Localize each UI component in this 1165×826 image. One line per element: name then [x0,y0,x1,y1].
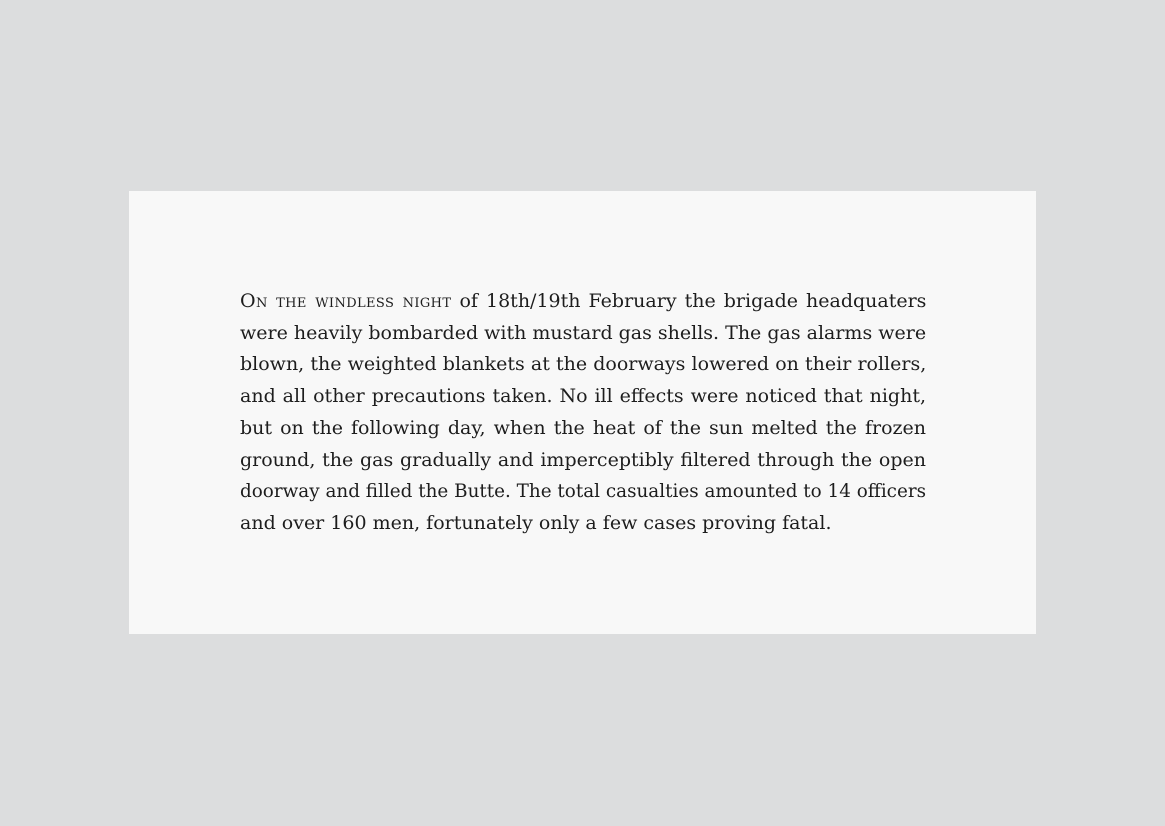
text-line-3: blown, the weighted blankets at the doorways lowered on their rollers, [240,353,927,376]
text-line-5: but on the following day, when the heat of the sun melted the frozen [240,416,926,439]
text-line-1-rest: of 18th/19th February the brigade headquaters [451,290,927,312]
paper-sheet [129,191,1036,634]
small-caps-lead-in: On the windless night [240,290,452,312]
body-paragraph [240,286,926,540]
text-line-4: and all other precautions taken. No ill effects were noticed that night, [240,385,926,408]
text-line-2: were heavily bombarded with mustard gas shells. The gas alarms were [240,321,927,344]
text-line-8: and over 160 men, fortunately only a few cases proving fatal. [240,511,832,534]
text-line-7: doorway and filled the Butte. The total casualties amounted to 14 officers [240,481,926,503]
text-line-1 [240,286,926,318]
text-line-6: ground, the gas gradually and imperceptibly filtered through the open [240,448,926,471]
